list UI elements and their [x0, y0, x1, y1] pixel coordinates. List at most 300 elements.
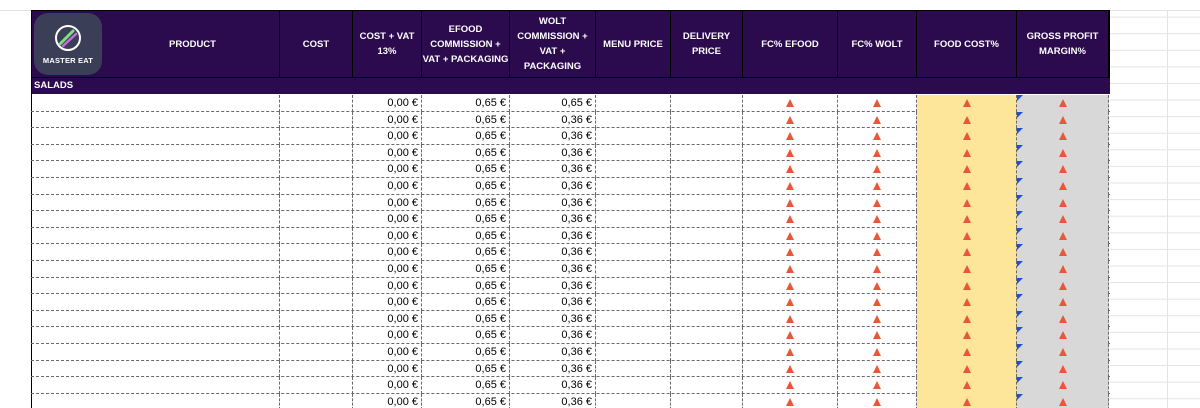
cell-cost[interactable] — [280, 128, 353, 145]
cell-gross-profit[interactable] — [1017, 178, 1109, 195]
cell-cost[interactable] — [280, 244, 353, 261]
cell-fc-wolt[interactable] — [838, 145, 917, 162]
cell-cost[interactable] — [280, 178, 353, 195]
cell-menu-price[interactable] — [596, 95, 671, 112]
warning-triangle-icon[interactable] — [963, 232, 971, 240]
cell-efood-comm[interactable]: 0,65 € — [422, 228, 510, 245]
cell-wolt-comm[interactable]: 0,36 € — [510, 261, 596, 278]
cell-menu-price[interactable] — [596, 261, 671, 278]
warning-triangle-icon[interactable] — [1059, 99, 1067, 107]
cell-food-cost[interactable] — [917, 112, 1017, 129]
cell-fc-wolt[interactable] — [838, 294, 917, 311]
cell-gross-profit[interactable] — [1017, 161, 1109, 178]
cell-cost-vat[interactable]: 0,00 € — [353, 394, 422, 408]
cell-product[interactable] — [31, 344, 280, 361]
warning-triangle-icon[interactable] — [873, 398, 881, 406]
cell-gross-profit[interactable] — [1017, 228, 1109, 245]
warning-triangle-icon[interactable] — [1059, 398, 1067, 406]
cell-fc-efood[interactable] — [743, 294, 838, 311]
cell-fc-wolt[interactable] — [838, 244, 917, 261]
cell-delivery-price[interactable] — [671, 161, 743, 178]
cell-fc-wolt[interactable] — [838, 195, 917, 212]
cell-cost-vat[interactable]: 0,00 € — [353, 294, 422, 311]
warning-triangle-icon[interactable] — [963, 298, 971, 306]
cell-wolt-comm[interactable]: 0,36 € — [510, 244, 596, 261]
cell-food-cost[interactable] — [917, 244, 1017, 261]
cell-delivery-price[interactable] — [671, 278, 743, 295]
warning-triangle-icon[interactable] — [873, 232, 881, 240]
cell-fc-wolt[interactable] — [838, 261, 917, 278]
cell-wolt-comm[interactable]: 0,36 € — [510, 361, 596, 378]
header-fc-efood[interactable]: FC% EFOOD — [743, 10, 838, 78]
cell-wolt-comm[interactable]: 0,36 € — [510, 161, 596, 178]
cell-menu-price[interactable] — [596, 278, 671, 295]
cell-delivery-price[interactable] — [671, 195, 743, 212]
cell-fc-wolt[interactable] — [838, 361, 917, 378]
cell-gross-profit[interactable] — [1017, 244, 1109, 261]
cell-delivery-price[interactable] — [671, 244, 743, 261]
cell-wolt-comm[interactable]: 0,36 € — [510, 377, 596, 394]
cell-fc-efood[interactable] — [743, 228, 838, 245]
cell-gross-profit[interactable] — [1017, 394, 1109, 408]
cell-cost[interactable] — [280, 294, 353, 311]
cell-delivery-price[interactable] — [671, 327, 743, 344]
cell-cost-vat[interactable]: 0,00 € — [353, 112, 422, 129]
warning-triangle-icon[interactable] — [963, 132, 971, 140]
cell-delivery-price[interactable] — [671, 261, 743, 278]
cell-fc-wolt[interactable] — [838, 311, 917, 328]
cell-cost-vat[interactable]: 0,00 € — [353, 95, 422, 112]
cell-cost-vat[interactable]: 0,00 € — [353, 344, 422, 361]
cell-product[interactable] — [31, 195, 280, 212]
cell-cost-vat[interactable]: 0,00 € — [353, 178, 422, 195]
cell-efood-comm[interactable]: 0,65 € — [422, 294, 510, 311]
warning-triangle-icon[interactable] — [873, 149, 881, 157]
cell-product[interactable] — [31, 211, 280, 228]
cell-wolt-comm[interactable]: 0,65 € — [510, 95, 596, 112]
cell-fc-wolt[interactable] — [838, 112, 917, 129]
cell-wolt-comm[interactable]: 0,36 € — [510, 145, 596, 162]
cell-product[interactable] — [31, 278, 280, 295]
cell-product[interactable] — [31, 377, 280, 394]
warning-triangle-icon[interactable] — [1059, 116, 1067, 124]
cell-efood-comm[interactable]: 0,65 € — [422, 161, 510, 178]
cell-food-cost[interactable] — [917, 211, 1017, 228]
cell-delivery-price[interactable] — [671, 228, 743, 245]
cell-fc-efood[interactable] — [743, 361, 838, 378]
header-wolt-comm[interactable]: WOLT COMMISSION + VAT + PACKAGING — [510, 10, 596, 78]
cell-efood-comm[interactable]: 0,65 € — [422, 394, 510, 408]
cell-product[interactable] — [31, 244, 280, 261]
cell-cost[interactable] — [280, 112, 353, 129]
warning-triangle-icon[interactable] — [963, 398, 971, 406]
cell-product[interactable] — [31, 112, 280, 129]
warning-triangle-icon[interactable] — [1059, 381, 1067, 389]
warning-triangle-icon[interactable] — [873, 116, 881, 124]
cell-gross-profit[interactable] — [1017, 361, 1109, 378]
cell-cost[interactable] — [280, 377, 353, 394]
cell-efood-comm[interactable]: 0,65 € — [422, 361, 510, 378]
warning-triangle-icon[interactable] — [873, 99, 881, 107]
cell-product[interactable] — [31, 294, 280, 311]
cell-product[interactable] — [31, 145, 280, 162]
cell-wolt-comm[interactable]: 0,36 € — [510, 128, 596, 145]
cell-menu-price[interactable] — [596, 327, 671, 344]
cell-efood-comm[interactable]: 0,65 € — [422, 327, 510, 344]
cell-food-cost[interactable] — [917, 394, 1017, 408]
warning-triangle-icon[interactable] — [1059, 232, 1067, 240]
cell-cost[interactable] — [280, 327, 353, 344]
cell-menu-price[interactable] — [596, 145, 671, 162]
cell-cost-vat[interactable]: 0,00 € — [353, 311, 422, 328]
cell-cost-vat[interactable]: 0,00 € — [353, 211, 422, 228]
cell-efood-comm[interactable]: 0,65 € — [422, 195, 510, 212]
cell-wolt-comm[interactable]: 0,36 € — [510, 278, 596, 295]
cell-efood-comm[interactable]: 0,65 € — [422, 344, 510, 361]
warning-triangle-icon[interactable] — [786, 248, 794, 256]
cell-menu-price[interactable] — [596, 161, 671, 178]
cell-delivery-price[interactable] — [671, 294, 743, 311]
header-cost-vat[interactable]: COST + VAT 13% — [353, 10, 422, 78]
warning-triangle-icon[interactable] — [786, 331, 794, 339]
warning-triangle-icon[interactable] — [1059, 282, 1067, 290]
warning-triangle-icon[interactable] — [873, 282, 881, 290]
cell-fc-efood[interactable] — [743, 244, 838, 261]
warning-triangle-icon[interactable] — [1059, 199, 1067, 207]
cell-fc-wolt[interactable] — [838, 327, 917, 344]
cell-gross-profit[interactable] — [1017, 294, 1109, 311]
cell-food-cost[interactable] — [917, 228, 1017, 245]
cell-gross-profit[interactable] — [1017, 112, 1109, 129]
cell-product[interactable] — [31, 361, 280, 378]
cell-cost[interactable] — [280, 211, 353, 228]
cell-fc-wolt[interactable] — [838, 128, 917, 145]
cell-fc-wolt[interactable] — [838, 95, 917, 112]
cell-fc-wolt[interactable] — [838, 377, 917, 394]
cell-gross-profit[interactable] — [1017, 211, 1109, 228]
warning-triangle-icon[interactable] — [1059, 149, 1067, 157]
header-product[interactable]: PRODUCT — [31, 10, 280, 78]
cell-cost[interactable] — [280, 344, 353, 361]
cell-menu-price[interactable] — [596, 178, 671, 195]
warning-triangle-icon[interactable] — [963, 248, 971, 256]
cell-efood-comm[interactable]: 0,65 € — [422, 145, 510, 162]
cell-gross-profit[interactable] — [1017, 278, 1109, 295]
cell-fc-wolt[interactable] — [838, 161, 917, 178]
warning-triangle-icon[interactable] — [1059, 182, 1067, 190]
cell-wolt-comm[interactable]: 0,36 € — [510, 294, 596, 311]
warning-triangle-icon[interactable] — [1059, 248, 1067, 256]
warning-triangle-icon[interactable] — [963, 199, 971, 207]
header-menu-price[interactable]: MENU PRICE — [596, 10, 671, 78]
cell-menu-price[interactable] — [596, 195, 671, 212]
header-food-cost[interactable]: FOOD COST% — [917, 10, 1017, 78]
warning-triangle-icon[interactable] — [963, 149, 971, 157]
cell-wolt-comm[interactable]: 0,36 € — [510, 112, 596, 129]
cell-food-cost[interactable] — [917, 294, 1017, 311]
cell-cost[interactable] — [280, 311, 353, 328]
header-cost[interactable]: COST — [280, 10, 353, 78]
cell-delivery-price[interactable] — [671, 145, 743, 162]
cell-fc-wolt[interactable] — [838, 278, 917, 295]
warning-triangle-icon[interactable] — [786, 132, 794, 140]
warning-triangle-icon[interactable] — [963, 165, 971, 173]
warning-triangle-icon[interactable] — [963, 99, 971, 107]
cell-cost-vat[interactable]: 0,00 € — [353, 195, 422, 212]
cell-fc-efood[interactable] — [743, 161, 838, 178]
cell-menu-price[interactable] — [596, 244, 671, 261]
warning-triangle-icon[interactable] — [1059, 265, 1067, 273]
cell-menu-price[interactable] — [596, 294, 671, 311]
warning-triangle-icon[interactable] — [873, 215, 881, 223]
cell-menu-price[interactable] — [596, 394, 671, 408]
cell-fc-efood[interactable] — [743, 278, 838, 295]
warning-triangle-icon[interactable] — [1059, 331, 1067, 339]
cell-food-cost[interactable] — [917, 161, 1017, 178]
cell-cost-vat[interactable]: 0,00 € — [353, 128, 422, 145]
cell-efood-comm[interactable]: 0,65 € — [422, 112, 510, 129]
warning-triangle-icon[interactable] — [786, 265, 794, 273]
cell-fc-efood[interactable] — [743, 261, 838, 278]
cell-food-cost[interactable] — [917, 261, 1017, 278]
warning-triangle-icon[interactable] — [963, 331, 971, 339]
cell-fc-efood[interactable] — [743, 327, 838, 344]
cell-cost-vat[interactable]: 0,00 € — [353, 261, 422, 278]
cell-fc-efood[interactable] — [743, 178, 838, 195]
warning-triangle-icon[interactable] — [786, 315, 794, 323]
cell-fc-efood[interactable] — [743, 344, 838, 361]
table-row — [31, 161, 1110, 178]
warning-triangle-icon[interactable] — [873, 199, 881, 207]
cell-wolt-comm[interactable]: 0,36 € — [510, 195, 596, 212]
cell-product[interactable] — [31, 128, 280, 145]
warning-triangle-icon[interactable] — [963, 182, 971, 190]
cell-cost-vat[interactable]: 0,00 € — [353, 145, 422, 162]
warning-triangle-icon[interactable] — [873, 265, 881, 273]
cell-cost-vat[interactable]: 0,00 € — [353, 361, 422, 378]
warning-triangle-icon[interactable] — [786, 348, 794, 356]
cell-gross-profit[interactable] — [1017, 377, 1109, 394]
warning-triangle-icon[interactable] — [786, 381, 794, 389]
cell-fc-efood[interactable] — [743, 112, 838, 129]
cell-menu-price[interactable] — [596, 112, 671, 129]
header-efood-comm[interactable]: EFOOD COMMISSION + VAT + PACKAGING — [422, 10, 510, 78]
warning-triangle-icon[interactable] — [873, 331, 881, 339]
cell-fc-efood[interactable] — [743, 95, 838, 112]
warning-triangle-icon[interactable] — [873, 182, 881, 190]
cell-cost[interactable] — [280, 145, 353, 162]
cell-delivery-price[interactable] — [671, 394, 743, 408]
cell-wolt-comm[interactable]: 0,36 € — [510, 394, 596, 408]
cell-cost-vat[interactable]: 0,00 € — [353, 161, 422, 178]
cell-efood-comm[interactable]: 0,65 € — [422, 128, 510, 145]
cell-efood-comm[interactable]: 0,65 € — [422, 244, 510, 261]
warning-triangle-icon[interactable] — [786, 282, 794, 290]
cell-wolt-comm[interactable]: 0,36 € — [510, 178, 596, 195]
cell-efood-comm[interactable]: 0,65 € — [422, 95, 510, 112]
cell-menu-price[interactable] — [596, 128, 671, 145]
warning-triangle-icon[interactable] — [963, 315, 971, 323]
warning-triangle-icon[interactable] — [963, 381, 971, 389]
cell-cost-vat[interactable]: 0,00 € — [353, 327, 422, 344]
warning-triangle-icon[interactable] — [873, 248, 881, 256]
cell-delivery-price[interactable] — [671, 128, 743, 145]
cell-delivery-price[interactable] — [671, 178, 743, 195]
warning-triangle-icon[interactable] — [963, 215, 971, 223]
cell-gross-profit[interactable] — [1017, 128, 1109, 145]
warning-triangle-icon[interactable] — [873, 165, 881, 173]
cell-fc-wolt[interactable] — [838, 344, 917, 361]
warning-triangle-icon[interactable] — [786, 398, 794, 406]
warning-triangle-icon[interactable] — [873, 348, 881, 356]
cell-cost[interactable] — [280, 161, 353, 178]
cell-gross-profit[interactable] — [1017, 195, 1109, 212]
cell-cost[interactable] — [280, 95, 353, 112]
cell-food-cost[interactable] — [917, 128, 1017, 145]
cell-delivery-price[interactable] — [671, 112, 743, 129]
cell-delivery-price[interactable] — [671, 211, 743, 228]
cell-menu-price[interactable] — [596, 228, 671, 245]
cell-product[interactable] — [31, 327, 280, 344]
cell-wolt-comm[interactable]: 0,36 € — [510, 344, 596, 361]
cell-efood-comm[interactable]: 0,65 € — [422, 311, 510, 328]
header-delivery-price[interactable]: DELIVERY PRICE — [671, 10, 743, 78]
cell-cost[interactable] — [280, 228, 353, 245]
table-row — [31, 311, 1110, 328]
section-label[interactable]: SALADS — [34, 80, 74, 91]
warning-triangle-icon[interactable] — [786, 99, 794, 107]
warning-triangle-icon[interactable] — [963, 116, 971, 124]
cell-cost[interactable] — [280, 394, 353, 408]
cell-product[interactable] — [31, 261, 280, 278]
cell-wolt-comm[interactable]: 0,36 € — [510, 327, 596, 344]
warning-triangle-icon[interactable] — [963, 348, 971, 356]
cell-gross-profit[interactable] — [1017, 145, 1109, 162]
cell-product[interactable] — [31, 394, 280, 408]
warning-triangle-icon[interactable] — [873, 381, 881, 389]
cell-food-cost[interactable] — [917, 377, 1017, 394]
cell-cost-vat[interactable]: 0,00 € — [353, 377, 422, 394]
header-gross-profit[interactable]: GROSS PROFIT MARGIN% — [1017, 10, 1109, 78]
cell-efood-comm[interactable]: 0,65 € — [422, 211, 510, 228]
cell-cost-vat[interactable]: 0,00 € — [353, 278, 422, 295]
warning-triangle-icon[interactable] — [786, 199, 794, 207]
cell-gross-profit[interactable] — [1017, 95, 1109, 112]
cell-fc-efood[interactable] — [743, 145, 838, 162]
cell-fc-efood[interactable] — [743, 195, 838, 212]
warning-triangle-icon[interactable] — [786, 182, 794, 190]
warning-triangle-icon[interactable] — [786, 298, 794, 306]
cell-delivery-price[interactable] — [671, 344, 743, 361]
cell-fc-wolt[interactable] — [838, 228, 917, 245]
cell-fc-efood[interactable] — [743, 377, 838, 394]
warning-triangle-icon[interactable] — [1059, 132, 1067, 140]
cell-food-cost[interactable] — [917, 145, 1017, 162]
cell-product[interactable] — [31, 161, 280, 178]
cell-fc-efood[interactable] — [743, 394, 838, 408]
cell-menu-price[interactable] — [596, 311, 671, 328]
cell-efood-comm[interactable]: 0,65 € — [422, 278, 510, 295]
cell-delivery-price[interactable] — [671, 377, 743, 394]
warning-triangle-icon[interactable] — [873, 315, 881, 323]
cell-cost[interactable] — [280, 195, 353, 212]
cell-food-cost[interactable] — [917, 344, 1017, 361]
cell-cost[interactable] — [280, 261, 353, 278]
cell-product[interactable] — [31, 178, 280, 195]
cell-menu-price[interactable] — [596, 377, 671, 394]
warning-triangle-icon[interactable] — [786, 232, 794, 240]
cell-product[interactable] — [31, 95, 280, 112]
cell-fc-wolt[interactable] — [838, 178, 917, 195]
cell-food-cost[interactable] — [917, 278, 1017, 295]
cell-fc-efood[interactable] — [743, 128, 838, 145]
cell-menu-price[interactable] — [596, 344, 671, 361]
cell-fc-wolt[interactable] — [838, 394, 917, 408]
cell-food-cost[interactable] — [917, 311, 1017, 328]
cell-product[interactable] — [31, 311, 280, 328]
cell-wolt-comm[interactable]: 0,36 € — [510, 311, 596, 328]
warning-triangle-icon[interactable] — [1059, 315, 1067, 323]
cell-efood-comm[interactable]: 0,65 € — [422, 178, 510, 195]
cell-menu-price[interactable] — [596, 211, 671, 228]
cell-delivery-price[interactable] — [671, 311, 743, 328]
cell-fc-efood[interactable] — [743, 311, 838, 328]
cell-efood-comm[interactable]: 0,65 € — [422, 261, 510, 278]
cell-food-cost[interactable] — [917, 195, 1017, 212]
warning-triangle-icon[interactable] — [963, 265, 971, 273]
cell-product[interactable] — [31, 228, 280, 245]
warning-triangle-icon[interactable] — [1059, 215, 1067, 223]
cell-food-cost[interactable] — [917, 95, 1017, 112]
cell-fc-efood[interactable] — [743, 211, 838, 228]
warning-triangle-icon[interactable] — [1059, 165, 1067, 173]
cell-fc-wolt[interactable] — [838, 211, 917, 228]
warning-triangle-icon[interactable] — [786, 165, 794, 173]
warning-triangle-icon[interactable] — [873, 298, 881, 306]
section-row — [31, 78, 1110, 94]
warning-triangle-icon[interactable] — [873, 132, 881, 140]
cell-wolt-comm[interactable]: 0,36 € — [510, 228, 596, 245]
warning-triangle-icon[interactable] — [786, 149, 794, 157]
warning-triangle-icon[interactable] — [786, 215, 794, 223]
cell-food-cost[interactable] — [917, 178, 1017, 195]
warning-triangle-icon[interactable] — [786, 116, 794, 124]
cell-food-cost[interactable] — [917, 327, 1017, 344]
cell-cost-vat[interactable]: 0,00 € — [353, 244, 422, 261]
warning-triangle-icon[interactable] — [1059, 365, 1067, 373]
cell-efood-comm[interactable]: 0,65 € — [422, 377, 510, 394]
cell-cost[interactable] — [280, 278, 353, 295]
warning-triangle-icon[interactable] — [1059, 348, 1067, 356]
warning-triangle-icon[interactable] — [963, 365, 971, 373]
cell-gross-profit[interactable] — [1017, 261, 1109, 278]
cell-delivery-price[interactable] — [671, 361, 743, 378]
warning-triangle-icon[interactable] — [1059, 298, 1067, 306]
cell-gross-profit[interactable] — [1017, 344, 1109, 361]
cell-gross-profit[interactable] — [1017, 311, 1109, 328]
cell-cost[interactable] — [280, 361, 353, 378]
warning-triangle-icon[interactable] — [873, 365, 881, 373]
cell-menu-price[interactable] — [596, 361, 671, 378]
cell-wolt-comm[interactable]: 0,36 € — [510, 211, 596, 228]
warning-triangle-icon[interactable] — [786, 365, 794, 373]
cell-gross-profit[interactable] — [1017, 327, 1109, 344]
cell-food-cost[interactable] — [917, 361, 1017, 378]
warning-triangle-icon[interactable] — [963, 282, 971, 290]
cell-cost-vat[interactable]: 0,00 € — [353, 228, 422, 245]
header-fc-wolt[interactable]: FC% WOLT — [838, 10, 917, 78]
cell-delivery-price[interactable] — [671, 95, 743, 112]
